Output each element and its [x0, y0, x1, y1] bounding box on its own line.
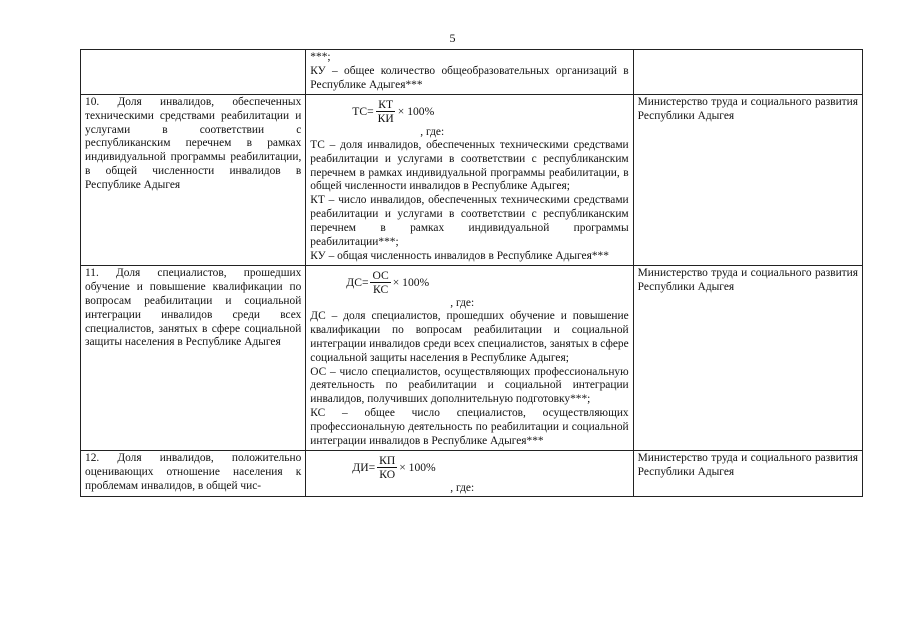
formula-fraction	[376, 99, 396, 125]
indicator-cell: 10. Доля инвалидов, обеспеченных техническими средствами реабилитации и услугами в соответствии с республиканским перечнем в рамках индивидуальной программы реабилитации, в общей численности инвалидов в Республике Адыгея	[81, 94, 306, 265]
formula-lhs: ДИ=	[352, 460, 376, 474]
formula-denominator: КИ	[377, 111, 394, 125]
table-row	[81, 450, 863, 496]
formula-numerator: КП	[379, 453, 396, 467]
formula-where: , где:	[420, 125, 445, 138]
formula-multiplier: × 100%	[397, 104, 435, 118]
formula-multiplier: × 100%	[392, 275, 430, 289]
responsible-cell	[633, 50, 862, 95]
formula-fraction	[370, 270, 390, 296]
indicator-cell	[81, 50, 306, 95]
responsible-cell: Министерство труда и социального развития Республики Адыгея	[633, 94, 862, 265]
responsible-cell: Министерство труда и социального развития Республики Адыгея	[633, 265, 862, 450]
definition-text: КТ – число инвалидов, обеспеченных техническими средствами реабилитации и услугами в соответствии с республиканским перечнем в рамках индивидуальной программы реабилитации***;	[310, 194, 629, 249]
formula-denominator: КС	[373, 282, 389, 296]
formula-numerator: КТ	[378, 97, 394, 111]
definition-text: ***;	[310, 51, 331, 63]
formula-denominator: КО	[379, 467, 396, 481]
indicators-table	[80, 49, 863, 497]
page-number: 5	[449, 31, 456, 45]
table-row	[81, 265, 863, 450]
table-row	[81, 50, 863, 95]
definition-text: КС – общее число специалистов, осуществляющих профессиональную деятельность по реабилитации и социальной интеграции инвалидов в Республике Адыгея***	[310, 407, 629, 448]
formula-cell	[306, 50, 633, 95]
formula	[310, 455, 628, 481]
responsible-cell: Министерство труда и социального развития Республики Адыгея	[633, 450, 862, 496]
definition-text: ОС – число специалистов, осуществляющих профессиональную деятельность по реабилитации и социальной интеграции инвалидов, получивших дополнительную подготовку***;	[310, 365, 629, 406]
formula	[310, 99, 628, 125]
formula-fraction	[377, 455, 397, 481]
formula-cell	[306, 94, 633, 265]
indicator-cell: 11. Доля специалистов, прошедших обучение и повышение квалификации по вопросам реабилитации и социальной интеграции инвалидов среди всех специалистов, занятых в сфере социальной защиты населения в Республике Адыгея	[81, 265, 306, 450]
definition-text: ДС – доля специалистов, прошедших обучение и повышение квалификации по вопросам реабилитации и социальной интеграции инвалидов среди всех специалистов, занятых в сфере социальной защиты населения в Республике Адыгея;	[310, 309, 629, 364]
formula-cell	[306, 450, 633, 496]
definition-text: КУ – общая численность инвалидов в Республике Адыгея***	[310, 249, 609, 262]
formula-cell	[306, 265, 633, 450]
formula-where: , где:	[450, 481, 475, 494]
formula-lhs: ТС=	[352, 104, 374, 118]
formula-where: , где:	[450, 296, 475, 309]
formula	[310, 270, 628, 296]
indicator-cell: 12. Доля инвалидов, положительно оценивающих отношение населения к проблемам инвалидов, в общей чис-	[81, 450, 306, 496]
definition-text: ТС – доля инвалидов, обеспеченных техническими средствами реабилитации и услугами в соответствии с республиканским перечнем в рамках индивидуальной программы реабилитации, в общей численности инвалидов в Республике Адыгея;	[310, 138, 629, 193]
formula-numerator: ОС	[372, 268, 389, 282]
table-row	[81, 94, 863, 265]
formula-lhs: ДС=	[346, 275, 369, 289]
definition-text: КУ – общее количество общеобразовательных организаций в Республике Адыгея***	[310, 64, 629, 91]
formula-multiplier: × 100%	[399, 460, 436, 474]
